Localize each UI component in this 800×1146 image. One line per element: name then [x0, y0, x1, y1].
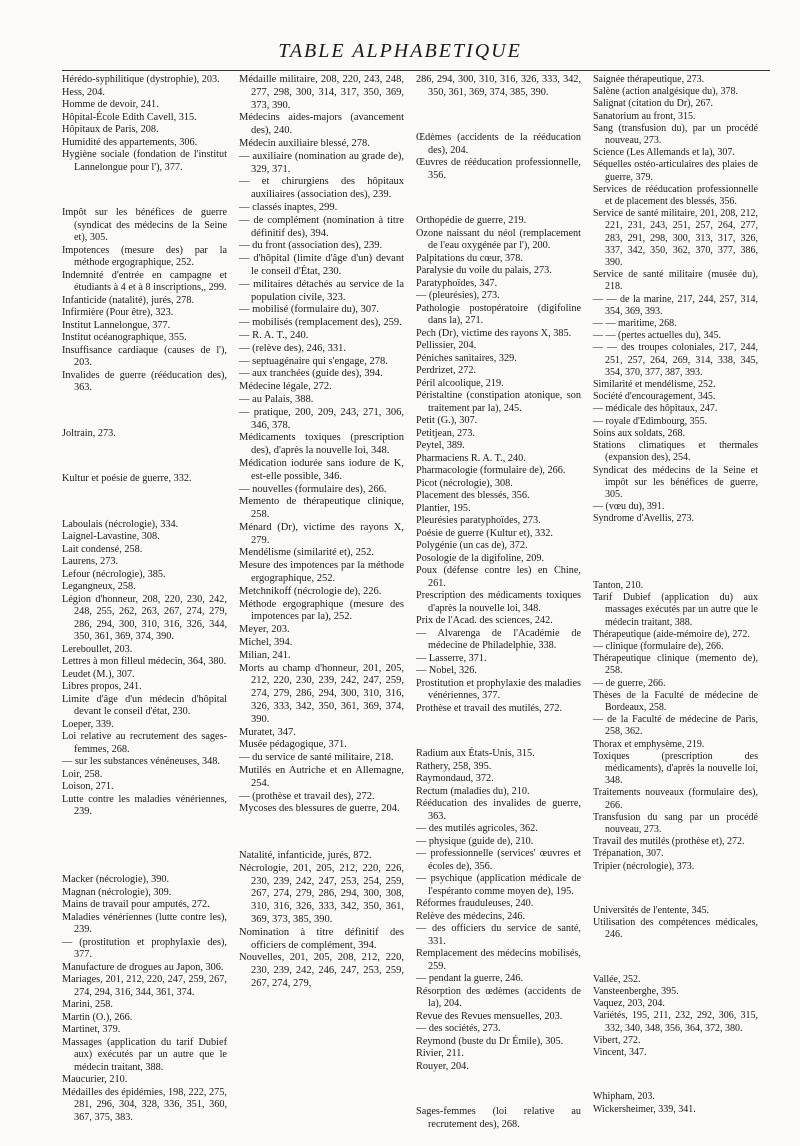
index-entry: Invalides de guerre (rééducation des), 363. [62, 369, 227, 393]
index-entry: Loison, 271. [62, 781, 114, 792]
index-entry: Magnan (nécrologie), 309. [62, 886, 172, 898]
index-entry: Prothèse et travail des mutilés, 272. [416, 702, 563, 714]
index-entry: — (prostitution et prophylaxie des), 377. [62, 936, 227, 961]
index-entry: Relève des médecins, 246. [416, 910, 526, 922]
index-entry: Milian, 241. [239, 649, 291, 661]
index-entry: Reymond (buste du Dr Émile), 305. [416, 1035, 564, 1047]
index-entry: Legangneux, 258. [62, 581, 136, 592]
index-entry: Peytel, 389. [416, 440, 465, 451]
index-entry: Thèses de la Faculté de médecine de Bordeaux, 258. [593, 689, 758, 713]
index-entry: — de complément (nomination à titre définitif des), 394. [239, 214, 404, 239]
index-entry: Légion d'honneur, 208, 220, 230, 242, 248, 255, 262, 263, 267, 274, 279, 286, 294, 300, 310, 316, 326, 344, 350, 361, 369, 374, 390. [62, 593, 227, 642]
index-entry: Infanticide (natalité), jurés, 278. [62, 294, 195, 306]
index-entry: Tripier (nécrologie), 373. [593, 860, 695, 872]
section-gap [416, 725, 581, 738]
index-entry: Paratyphoïdes, 347. [416, 277, 498, 289]
index-entry: Nécrologie, 201, 205, 212, 220, 226, 230, 239, 242, 247, 253, 254, 259, 267, 274, 279, 286, 294, 300, 308, 310, 316, 326, 333, 342, 350, 361, 369, 373, 385, 390. [239, 862, 404, 925]
index-entry: — physique (guide de), 210. [416, 835, 534, 847]
index-entry: Médecins aides-majors (avancement des), 240. [239, 112, 404, 137]
index-entry: Pharmaciens R. A. T., 240. [416, 452, 526, 464]
index-entry: Service de santé militaire, 201, 208, 212, 221, 231, 243, 251, 257, 264, 277, 283, 291, 298, 300, 313, 317, 326, 337, 342, 350, 362, 370, 377, 386, 390. [593, 208, 758, 269]
index-entry: Maladies vénériennes (lutte contre les), 239. [62, 911, 227, 936]
index-entry: Prix de l'Acad. des sciences, 242. [416, 615, 553, 626]
index-entry: — auxiliaire (nomination au grade de), 329, 371. [239, 150, 404, 175]
index-entry: — des mutilés agricoles, 362. [416, 823, 538, 834]
section-gap [62, 852, 227, 865]
index-entry: Indemnité d'entrée en campagne et étudiants à 4 et à 8 inscriptions,, 299. [62, 269, 227, 293]
index-entry: Polygénie (un cas de), 372. [416, 540, 528, 551]
index-entry: Impotences (mesure des) par la méthode ergographique, 252. [62, 244, 227, 268]
index-entry: Meyer, 203. [239, 624, 290, 636]
index-entry: Société d'encouragement, 345. [593, 391, 716, 403]
index-entry: Mycoses des blessures de guerre, 204. [239, 803, 400, 815]
index-entry: Metchnikoff (nécrologie de), 226. [239, 585, 382, 597]
index-entry: — Nobel, 326. [416, 665, 477, 676]
index-entry: Prostitution et prophylaxie des maladies vénériennes, 377. [416, 677, 581, 701]
index-entry: Utilisation des compétences médicales, 246. [593, 917, 758, 941]
index-entry: — médicale des hôpitaux, 247. [593, 403, 718, 415]
index-entry: Médication iodurée sans iodure de K, est-elle possible, 346. [239, 457, 404, 482]
index-entry: Salignat (citation du Dr), 267. [593, 98, 713, 110]
index-entry: Placement des blessés, 356. [416, 490, 530, 501]
index-entry: Picot (nécrologie), 308. [416, 477, 513, 489]
index-entry: — du service de santé militaire, 218. [239, 752, 394, 764]
index-entry: — d'hôpital (limite d'âge d'un) devant le conseil d'État, 230. [239, 253, 404, 277]
index-entry: Laboulais (nécrologie), 334. [62, 518, 179, 530]
index-entry: — — maritime, 268. [593, 318, 677, 330]
index-entry: Travail des mutilés (prothèse et), 272. [593, 836, 745, 848]
index-entry: Ménard (Dr), victime des rayons X, 279. [239, 521, 404, 546]
index-entry: — pendant la guerre, 246. [416, 973, 524, 984]
index-entry: Institut Lannelongue, 377. [62, 319, 171, 331]
section-gap [593, 1069, 758, 1081]
index-entry: — professionnelle (services' œuvres et écoles de), 356. [416, 848, 581, 872]
index-entry: Thérapeutique (aide-mémoire de), 272. [593, 628, 750, 640]
index-entry: — Lasserre, 371. [416, 652, 487, 664]
section-gap [62, 184, 227, 197]
index-column-3 [416, 74, 581, 1131]
index-entry: Nomination à titre définitif des officiers de complément, 394. [239, 926, 404, 951]
index-entry: — et chirurgiens des hôpitaux auxiliaires (association des), 239. [239, 176, 404, 201]
section-gap [62, 496, 227, 509]
index-entry: Hess, 204. [62, 86, 105, 98]
index-entry: Thérapeutique clinique (memento de), 258. [593, 653, 758, 677]
index-entry: Remplacement des médecins mobilisés, 259. [416, 948, 581, 972]
index-entry: Hérédo-syphilitique (dystrophie), 203. [62, 74, 220, 85]
index-entry: Maucurier, 210. [62, 1074, 128, 1086]
index-entry: — (pleurésies), 273. [416, 290, 500, 301]
index-entry: Limite d'âge d'un médecin d'hôpital devant le conseil d'état, 230. [62, 693, 227, 717]
index-entry: — — (pertes actuelles du), 345. [593, 330, 722, 342]
index-entry: Memento de thérapeutique clinique, 258. [239, 496, 404, 521]
index-entry: Services de rééducation professionnelle et de placement des blessés, 356. [593, 183, 758, 208]
index-entry: Péril alcoolique, 219. [416, 377, 504, 389]
index-column-2 [239, 74, 404, 991]
index-entry: Médailles des épidémies, 198, 222, 275, 281, 296, 304, 328, 336, 351, 360, 367, 375, 383. [62, 1086, 227, 1123]
section-gap [416, 109, 581, 122]
index-entry: Hôpitaux de Paris, 208. [62, 124, 159, 135]
index-entry: — des officiers du service de santé, 331. [416, 923, 581, 947]
section-gap [416, 1083, 581, 1096]
index-entry: — des sociétés, 273. [416, 1023, 501, 1034]
index-entry: — militaires détachés au service de la population civile, 323. [239, 278, 404, 303]
index-entry: Petitjean, 273. [416, 427, 475, 439]
index-entry: Science (Les Allemands et la), 307. [593, 147, 735, 159]
index-entry: — — de la marine, 217, 244, 257, 314, 354, 369, 393. [593, 293, 758, 317]
index-entry: Vibert, 272. [593, 1034, 641, 1046]
index-entry: — (prothèse et travail des), 272. [239, 790, 375, 802]
index-entry: Lefour (nécrologie), 385. [62, 568, 166, 580]
index-entry: Thorax et emphysème, 219. [593, 738, 705, 750]
index-entry: Poux (défense contre les) en Chine, 261. [416, 565, 581, 589]
index-entry: Palpitations du cœur, 378. [416, 252, 523, 264]
index-entry: Réformes frauduleuses, 240. [416, 898, 534, 909]
index-entry: — septuagénaire qui s'engage, 278. [239, 355, 388, 367]
index-entry: Médaille militaire, 208, 220, 243, 248, 277, 298, 300, 314, 317, 350, 369, 373, 390. [239, 74, 404, 111]
index-entry: Lutte contre les maladies vénériennes, 239. [62, 793, 227, 817]
title-rule [62, 70, 770, 71]
index-entry: Service de santé militaire (musée du), 218. [593, 269, 758, 293]
index-entry: Traitements nouveaux (formulaire des), 266. [593, 787, 758, 811]
index-entry: Tanton, 210. [593, 579, 644, 591]
index-entry: Vansteenberghe, 395. [593, 985, 679, 997]
index-entry: Pleurésies paratyphoïdes, 273. [416, 515, 541, 526]
index-entry: — sur les substances vénéneuses, 348. [62, 756, 220, 767]
index-entry: Lereboullet, 203. [62, 643, 133, 655]
index-entry: Universités de l'entente, 345. [593, 904, 709, 916]
index-entry: — classés inaptes, 299. [239, 201, 338, 213]
index-entry: Pech (Dr), victime des rayons X, 385. [416, 327, 572, 339]
index-entry: Loeper, 339. [62, 718, 114, 730]
index-entry: — (vœu du), 391. [593, 501, 665, 513]
index-entry: — pratique, 200, 209, 243, 271, 306, 346, 378. [239, 406, 404, 431]
section-gap [593, 558, 758, 570]
index-entry: Perdrizet, 272. [416, 365, 477, 376]
index-entry: Manufacture de drogues au Japon, 306. [62, 961, 224, 973]
index-entry: Mariages, 201, 212, 220, 247, 259, 267, 274, 294, 316, 344, 361, 374. [62, 974, 227, 998]
index-entry: Macker (nécrologie), 390. [62, 874, 170, 886]
index-entry: Trépanation, 307. [593, 848, 664, 860]
index-entry: Sanatorium au front, 315. [593, 110, 696, 122]
index-entry: Natalité, infanticide, jurés, 872. [239, 850, 372, 862]
index-entry: Rivier, 211. [416, 1048, 464, 1059]
page-title: TABLE ALPHABETIQUE [278, 40, 522, 62]
index-entry: Rouyer, 204. [416, 1060, 469, 1072]
index-entry: Homme de devoir, 241. [62, 99, 159, 110]
section-gap [593, 883, 758, 895]
index-entry: Séquelles ostéo-articulaires des plaies de guerre, 379. [593, 159, 758, 183]
index-entry: — R. A. T., 240. [239, 329, 309, 341]
index-entry: Ozone naissant du néol (remplacement de l'eau oxygénée par l'), 200. [416, 227, 581, 251]
index-entry: Petit (G.), 307. [416, 415, 478, 426]
index-entry: — de la Faculté de médecine de Paris, 258, 362. [593, 714, 758, 738]
index-entry: Péniches sanitaires, 329. [416, 352, 517, 364]
index-entry: Sages-femmes (loi relative au recrutement des), 268. [416, 1106, 581, 1130]
index-entry: Insuffisance cardiaque (causes de l'), 203. [62, 344, 227, 368]
index-entry: Variétés, 195, 211, 232, 292, 306, 315, 332, 340, 348, 356, 364, 372, 380. [593, 1010, 758, 1034]
section-gap [593, 536, 758, 548]
section-gap [62, 450, 227, 463]
index-entry: Pharmacologie (formulaire de), 266. [416, 465, 566, 476]
section-gap [593, 952, 758, 964]
index-entry: Mains de travail pour amputés, 272. [62, 899, 210, 911]
index-entry: — mobilisé (formulaire du), 307. [239, 304, 379, 316]
section-gap [62, 405, 227, 418]
index-entry: Morts au champ d'honneur, 201, 205, 212, 220, 230, 239, 242, 247, 259, 274, 279, 286, 294, 300, 310, 316, 326, 333, 342, 350, 361, 369, 374, 390. [239, 662, 404, 725]
index-entry: Péristaltine (constipation atonique, son traitement par la), 245. [416, 390, 581, 414]
index-entry: Impôt sur les bénéfices de guerre (syndicat des médecins de la Seine et), 305. [62, 207, 227, 243]
index-entry: — au Palais, 388. [239, 393, 314, 405]
index-entry: Joltrain, 273. [62, 427, 116, 439]
index-entry: Laignel-Lavastine, 308. [62, 531, 160, 542]
index-entry: Tarif Dubief (application du) aux massages exécutés par un autre que le médecin traitant, 388. [593, 592, 758, 628]
section-gap [416, 192, 581, 205]
index-entry: Hygiène sociale (fondation de l'institut Lannelongue pour l'), 377. [62, 149, 227, 173]
index-entry: — nouvelles (formulaire des), 266. [239, 483, 387, 495]
index-entry: Plantier, 195. [416, 502, 471, 514]
index-entry: Soins aux soldats, 268. [593, 427, 685, 439]
index-entry: — clinique (formulaire de), 266. [593, 640, 724, 652]
index-column-1 [62, 74, 227, 1124]
index-entry: Prescription des médicaments toxiques d'après la nouvelle loi, 348. [416, 590, 581, 614]
index-entry: Loi relative au recrutement des sages-femmes, 268. [62, 731, 227, 755]
index-entry: — (relève des), 246, 331. [239, 342, 347, 354]
index-entry: Hôpital-École Edith Cavell, 315. [62, 111, 197, 123]
index-entry: Infirmière (Pour être), 323. [62, 307, 174, 318]
index-entry: Saignée thérapeutique, 273. [593, 74, 705, 85]
index-entry: Médecine légale, 272. [239, 381, 332, 393]
index-entry: — mobilisés (remplacement des), 259. [239, 317, 402, 329]
index-entry: Similarité et mendélisme, 252. [593, 379, 716, 391]
section-gap [239, 827, 404, 840]
index-entry: Leudet (M.), 307. [62, 668, 135, 680]
index-entry: Mendélisme (similarité et), 252. [239, 547, 375, 559]
index-entry: Mesure des impotences par la méthode ergographique, 252. [239, 560, 404, 585]
index-entry: Méthode ergographique (mesure des impotences par la), 252. [239, 598, 404, 623]
index-entry: Humidité des appartements, 306. [62, 136, 198, 148]
index-entry: Martinet, 379. [62, 1024, 121, 1036]
index-entry: Œdèmes (accidents de la rééducation des), 204. [416, 132, 581, 156]
index-entry: — du front (association des), 239. [239, 240, 383, 252]
index-entry: Raymondaud, 372. [416, 773, 494, 784]
index-entry: Paralysie du voile du palais, 273. [416, 265, 552, 276]
index-entry: Rééducation des invalides de guerre, 363. [416, 798, 581, 822]
index-entry: Kultur et poésie de guerre, 332. [62, 473, 192, 484]
index-entry: Musée pédagogique, 371. [239, 739, 347, 751]
section-gap [62, 829, 227, 842]
index-entry: Michel, 394. [239, 637, 293, 649]
index-entry: Wickersheimer, 339, 341. [593, 1103, 696, 1115]
index-entry: Institut océanographique, 355. [62, 332, 187, 343]
index-entry: Stations climatiques et thermales (expansion des), 254. [593, 440, 758, 464]
index-entry: Transfusion du sang par un procédé nouveau, 273. [593, 811, 758, 835]
index-entry: Massages (application du tarif Dubief aux) exécutés par un autre que le médecin traitant, 388. [62, 1036, 227, 1073]
index-entry: — aux tranchées (guide des), 394. [239, 368, 383, 380]
index-entry: Orthopédie de guerre, 219. [416, 215, 527, 226]
index-entry: Médecin auxiliaire blessé, 278. [239, 137, 370, 149]
index-entry: Mutilés en Autriche et en Allemagne, 254. [239, 765, 404, 789]
index-entry: Œuvres de rééducation professionnelle, 356. [416, 157, 581, 181]
index-entry: — — des troupes coloniales, 217, 244, 251, 257, 264, 269, 314, 338, 345, 354, 370, 377, 387, 393. [593, 342, 758, 378]
index-entry: Vaquez, 203, 204. [593, 998, 665, 1010]
index-entry: Rathery, 258, 395. [416, 760, 492, 772]
index-entry: Salène (action analgésique du), 378. [593, 86, 738, 98]
index-entry: Résorption des œdèmes (accidents de la), 204. [416, 985, 581, 1009]
index-entry: — Alvarenga de l'Académie de médecine de Philadelphie, 338. [416, 627, 581, 651]
index-entry: Laurens, 273. [62, 556, 119, 567]
index-entry: Posologie de la digifoline, 209. [416, 552, 545, 564]
index-entry: Sang (transfusion du), par un procédé nouveau, 273. [593, 122, 758, 147]
index-entry: Vallée, 252. [593, 973, 641, 985]
index-entry: Rectum (maladies du), 210. [416, 785, 530, 797]
index-entry: — de guerre, 266. [593, 677, 666, 689]
index-entry: Loir, 258. [62, 768, 103, 780]
index-entry: Muratet, 347. [239, 726, 296, 738]
index-entry: — royale d'Edimbourg, 355. [593, 415, 708, 427]
index-entry: 286, 294, 300, 310, 316, 326, 333, 342, 350, 361, 369, 374, 385, 390. [416, 74, 581, 98]
index-entry: Lettres à mon filleul médecin, 364, 380. [62, 656, 227, 667]
index-entry: Vincent, 347. [593, 1046, 647, 1058]
index-column-4 [593, 74, 758, 1116]
index-entry: Poésie de guerre (Kultur et), 332. [416, 527, 553, 539]
index-entry: Martin (O.), 266. [62, 1011, 133, 1023]
index-entry: Revue des Revues mensuelles, 203. [416, 1010, 563, 1022]
index-entry: — psychique (application médicale de l'espéranto comme moyen de), 195. [416, 873, 581, 897]
index-entry: Médicaments toxiques (prescription des), d'après la nouvelle loi, 348. [239, 432, 404, 457]
index-entry: Syndicat des médecins de la Seine et impôt sur les bénéfices de guerre, 305. [593, 464, 758, 500]
index-entry: Toxiques (prescription des médicaments), d'après la nouvelle loi, 348. [593, 750, 758, 787]
index-entry: Nouvelles, 201, 205, 208, 212, 220, 230, 239, 242, 246, 247, 253, 259, 267, 274, 279, [239, 952, 404, 989]
index-entry: Whipham, 203. [593, 1091, 655, 1103]
index-entry: Radium aux États-Unis, 315. [416, 748, 535, 759]
index-entry: Syndrome d'Avellis, 273. [593, 513, 695, 525]
index-entry: Lait condensé, 258. [62, 543, 143, 555]
index-entry: Marini, 258. [62, 999, 113, 1011]
index-entry: Pellissier, 204. [416, 340, 477, 351]
index-entry: Pathologie postopératoire (digifoline dans la), 271. [416, 302, 581, 326]
index-entry: Libres propos, 241. [62, 681, 142, 692]
